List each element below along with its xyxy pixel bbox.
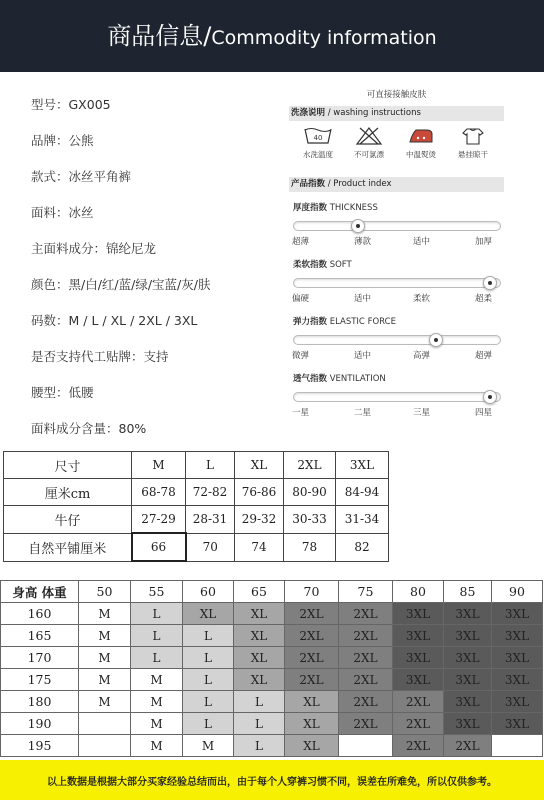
hw-cell: 2XL — [444, 735, 492, 757]
attr-waist: 腰型：低腰 — [31, 385, 94, 400]
hang-dry-icon — [458, 126, 488, 146]
hw-cell: XL — [285, 691, 339, 713]
hw-cell: 2XL — [285, 625, 339, 647]
hw-cell: 3XL — [393, 647, 444, 669]
size-cell: XL — [235, 452, 284, 479]
size-table-body — [4, 452, 389, 562]
size-row-label: 厘米cm — [4, 479, 132, 506]
index-label: 三星 — [413, 408, 431, 418]
index-title-thickness — [293, 201, 378, 213]
hw-corner-label: 身高 体重 — [1, 581, 79, 603]
footer-note-bar — [0, 760, 544, 800]
attr-style: 款式：冰丝平角裤 — [31, 169, 132, 184]
size-row-label: 尺寸 — [4, 452, 132, 479]
washing-header: 洗涤说明 / washing instructions — [289, 106, 504, 121]
hw-cell: 3XL — [444, 713, 492, 735]
hw-cell: M — [79, 625, 131, 647]
hw-cell: 2XL — [339, 625, 393, 647]
hw-cell: 2XL — [393, 713, 444, 735]
index-label: 柔软 — [413, 294, 431, 304]
size-row — [4, 506, 389, 534]
weight-header: 60 — [183, 581, 234, 603]
hw-row — [1, 735, 543, 757]
hw-cell: M — [79, 603, 131, 625]
size-cell: 82 — [336, 533, 389, 561]
weight-header: 85 — [444, 581, 492, 603]
hw-cell: M — [79, 691, 131, 713]
size-row — [4, 533, 389, 561]
size-cell: 31-34 — [336, 506, 389, 534]
hw-cell: 3XL — [492, 713, 543, 735]
hw-cell: 2XL — [285, 603, 339, 625]
hw-cell: 3XL — [393, 669, 444, 691]
height-header: 170 — [1, 647, 79, 669]
slider-thumb — [429, 333, 443, 347]
index-label: 一星 — [292, 408, 310, 418]
hw-cell: XL — [234, 669, 285, 691]
hw-cell: 3XL — [444, 625, 492, 647]
weight-header: 55 — [131, 581, 183, 603]
attr-sizes: 码数：M / L / XL / 2XL / 3XL — [31, 313, 198, 328]
hw-cell: 2XL — [285, 647, 339, 669]
height-weight-table-body — [1, 581, 543, 757]
height-header: 165 — [1, 625, 79, 647]
size-cell: 78 — [284, 533, 336, 561]
hw-row — [1, 625, 543, 647]
hw-cell: 2XL — [339, 603, 393, 625]
height-header: 175 — [1, 669, 79, 691]
hw-cell — [339, 735, 393, 757]
footer-note: 以上数据是根据大部分买家经验总结而出，由于每个人穿裤习惯不同，误差在所难免，所以仅供参考。 — [47, 777, 497, 788]
title-en: Commodity information — [211, 27, 437, 49]
index-label: 四星 — [475, 408, 493, 418]
size-cell: 3XL — [336, 452, 389, 479]
wash-temp-value: 40 — [313, 134, 323, 142]
index-title-elastic — [293, 315, 396, 327]
hw-cell: L — [183, 647, 234, 669]
hw-cell: XL — [234, 603, 285, 625]
attr-content: 面料成分含量：80% — [31, 421, 147, 436]
slider-thumb — [351, 219, 365, 233]
hw-cell: 3XL — [444, 691, 492, 713]
index-label: 超弹 — [475, 351, 493, 361]
hw-cell: 3XL — [444, 669, 492, 691]
height-header: 190 — [1, 713, 79, 735]
hw-cell: XL — [183, 603, 234, 625]
size-cell: 28-31 — [186, 506, 235, 534]
no-bleach-icon — [354, 126, 384, 146]
height-weight-table — [0, 580, 543, 757]
weight-header: 90 — [492, 581, 543, 603]
hw-cell: L — [131, 647, 183, 669]
hw-cell: L — [183, 713, 234, 735]
elastic-title-en: ELASTIC FORCE — [329, 317, 396, 327]
size-cell: 2XL — [284, 452, 336, 479]
title-cn: 商品信息/ — [107, 22, 212, 50]
hw-cell: L — [183, 669, 234, 691]
washing-title-en: washing instructions — [333, 108, 421, 118]
slider-ventilation — [293, 392, 501, 402]
size-cell: 80-90 — [284, 479, 336, 506]
hw-cell — [79, 713, 131, 735]
slider-thumb — [483, 390, 497, 404]
washing-title-cn: 洗涤说明 — [291, 108, 326, 118]
soft-title-en: SOFT — [329, 260, 352, 270]
size-cell: 70 — [186, 533, 235, 561]
index-label: 微弹 — [292, 351, 310, 361]
product-index-title-en: Product index — [333, 179, 392, 189]
weight-header: 75 — [339, 581, 393, 603]
wash-temp-item — [293, 126, 343, 160]
thickness-title-cn: 厚度指数 — [293, 203, 328, 213]
hw-cell: 3XL — [444, 603, 492, 625]
hang-dry-label: 悬挂晾干 — [458, 150, 488, 159]
hw-cell: XL — [234, 647, 285, 669]
index-label: 适中 — [354, 351, 372, 361]
slider-elastic — [293, 335, 501, 345]
hw-row — [1, 647, 543, 669]
hw-cell: 3XL — [492, 603, 543, 625]
index-label: 薄款 — [354, 237, 372, 247]
iron-label: 中温熨烫 — [406, 150, 436, 159]
size-header-row — [4, 452, 389, 479]
hw-row — [1, 603, 543, 625]
elastic-title-cn: 弹力指数 — [293, 317, 328, 327]
hw-cell: 3XL — [492, 691, 543, 713]
size-cell: 29-32 — [235, 506, 284, 534]
hw-cell: 3XL — [393, 603, 444, 625]
wash-temp-label: 水洗温度 — [303, 150, 333, 159]
size-cell: 76-86 — [235, 479, 284, 506]
hw-cell: M — [131, 669, 183, 691]
hw-cell: L — [131, 603, 183, 625]
hw-cell: 3XL — [393, 625, 444, 647]
height-header: 160 — [1, 603, 79, 625]
hw-cell: M — [131, 735, 183, 757]
height-header: 180 — [1, 691, 79, 713]
size-cell: 68-78 — [132, 479, 186, 506]
index-title-ventilation — [293, 372, 386, 384]
hw-cell: M — [131, 691, 183, 713]
hw-cell: L — [131, 625, 183, 647]
size-row-label: 牛仔 — [4, 506, 132, 534]
size-table — [3, 451, 389, 562]
hw-row — [1, 691, 543, 713]
hw-cell: 3XL — [492, 625, 543, 647]
attr-colors: 颜色：黑/白/红/蓝/绿/宝蓝/灰/肤 — [31, 277, 211, 292]
index-label: 适中 — [354, 294, 372, 304]
size-cell: L — [186, 452, 235, 479]
size-cell: M — [132, 452, 186, 479]
hw-cell: 2XL — [393, 735, 444, 757]
index-label: 偏硬 — [292, 294, 310, 304]
index-label: 高弹 — [413, 351, 431, 361]
hw-cell: L — [234, 713, 285, 735]
soft-title-cn: 柔软指数 — [293, 260, 328, 270]
hw-cell: XL — [285, 713, 339, 735]
skin-contact-note: 可直接接触皮肤 — [366, 90, 427, 100]
weight-header: 65 — [234, 581, 285, 603]
hw-cell: L — [234, 735, 285, 757]
attr-main-fabric: 主面料成分：锦纶尼龙 — [31, 241, 157, 256]
hw-header-row — [1, 581, 543, 603]
index-label: 适中 — [413, 237, 431, 247]
ventilation-title-en: VENTILATION — [329, 374, 386, 384]
hw-cell: 2XL — [339, 691, 393, 713]
hw-cell: L — [234, 691, 285, 713]
hw-cell: M — [183, 735, 234, 757]
iron-item — [396, 126, 446, 160]
hw-cell: 2XL — [339, 669, 393, 691]
hw-cell: M — [79, 669, 131, 691]
no-bleach-item — [344, 126, 394, 160]
size-cell: 84-94 — [336, 479, 389, 506]
size-row — [4, 479, 389, 506]
index-label: 加厚 — [475, 237, 493, 247]
product-index-header: 产品指数 / Product index — [289, 177, 504, 192]
hw-cell: L — [183, 691, 234, 713]
ventilation-title-cn: 透气指数 — [293, 374, 328, 384]
hw-cell: 3XL — [492, 647, 543, 669]
hw-row — [1, 669, 543, 691]
size-cell: 30-33 — [284, 506, 336, 534]
hw-cell: XL — [234, 625, 285, 647]
hw-cell: 2XL — [339, 647, 393, 669]
hw-cell: XL — [285, 735, 339, 757]
weight-header: 80 — [393, 581, 444, 603]
size-cell: 74 — [235, 533, 284, 561]
index-label: 二星 — [354, 408, 372, 418]
thickness-title-en: THICKNESS — [329, 203, 378, 213]
hw-cell — [492, 735, 543, 757]
hw-cell — [79, 735, 131, 757]
hw-cell: 2XL — [285, 669, 339, 691]
index-title-soft — [293, 258, 352, 270]
hw-cell: 2XL — [393, 691, 444, 713]
attr-fabric: 面料：冰丝 — [31, 205, 94, 220]
page-title — [0, 20, 544, 54]
hw-cell: M — [79, 647, 131, 669]
slider-thickness — [293, 221, 501, 231]
hang-dry-item — [448, 126, 498, 160]
size-cell: 72-82 — [186, 479, 235, 506]
wash-40-icon — [303, 126, 333, 146]
product-index-title-cn: 产品指数 — [291, 179, 326, 189]
attr-oem: 是否支持代工贴牌：支持 — [31, 349, 169, 364]
no-bleach-label: 不可氯漂 — [354, 150, 384, 159]
hw-cell: 2XL — [339, 713, 393, 735]
hw-cell: 3XL — [444, 647, 492, 669]
size-cell: 66 — [132, 533, 186, 561]
hw-cell: 3XL — [492, 669, 543, 691]
iron-medium-icon — [406, 126, 436, 146]
header-banner — [0, 0, 544, 72]
attr-brand: 品牌：公熊 — [31, 133, 94, 148]
weight-header: 50 — [79, 581, 131, 603]
index-label: 超柔 — [475, 294, 493, 304]
size-cell: 27-29 — [132, 506, 186, 534]
hw-row — [1, 713, 543, 735]
attr-model: 型号：GX005 — [31, 97, 111, 112]
index-label: 超薄 — [292, 237, 310, 247]
hw-cell: L — [183, 625, 234, 647]
hw-cell: M — [131, 713, 183, 735]
weight-header: 70 — [285, 581, 339, 603]
height-header: 195 — [1, 735, 79, 757]
size-row-label: 自然平铺厘米 — [4, 533, 132, 561]
slider-soft — [293, 278, 501, 288]
slider-thumb — [483, 276, 497, 290]
